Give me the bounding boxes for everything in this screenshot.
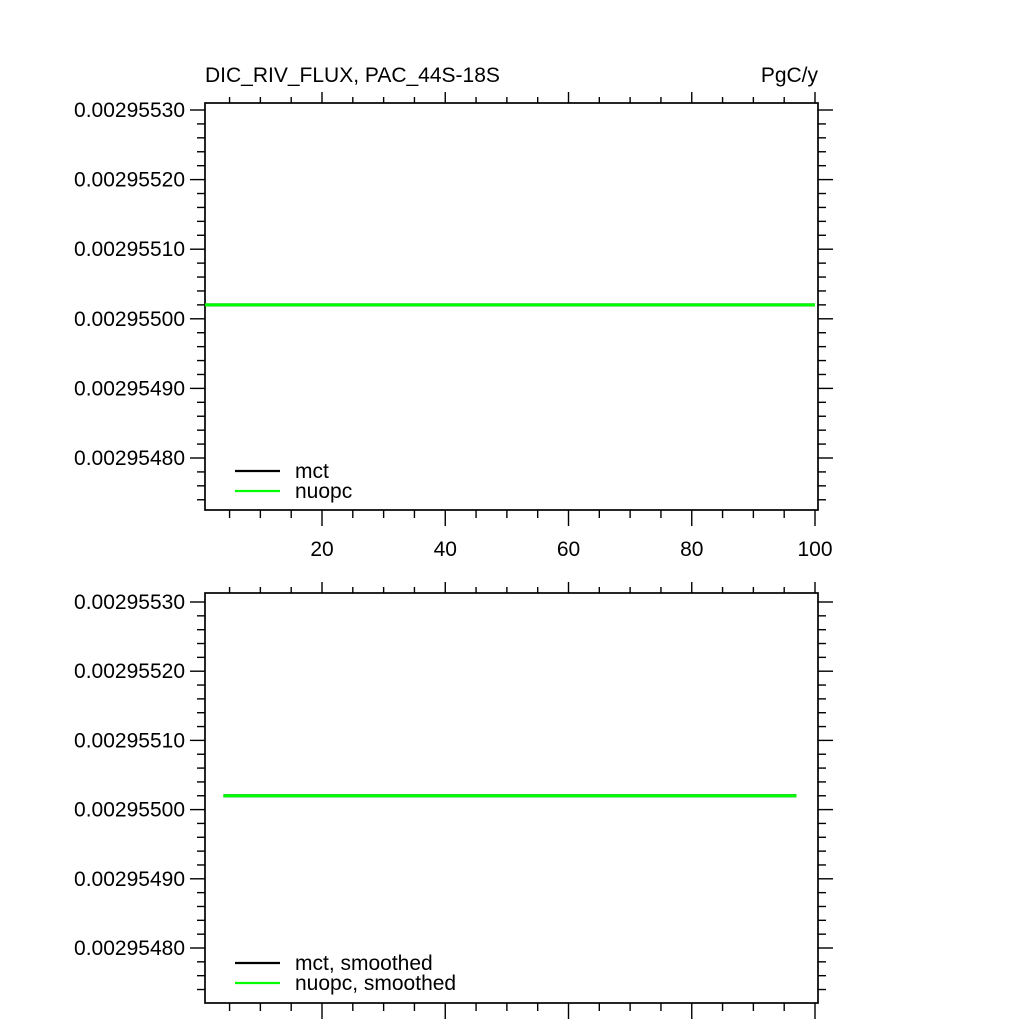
plot-frame: [205, 593, 818, 1003]
y-tick-label: 0.00295500: [74, 307, 185, 331]
units-label: PgC/y: [760, 64, 818, 87]
y-tick-label: 0.00295530: [74, 591, 185, 614]
chart-panel-2: [74, 582, 833, 1019]
y-axis-labels: [74, 591, 185, 960]
x-tick-label: 100: [797, 538, 833, 561]
y-tick-label: 0.00295510: [74, 238, 185, 262]
legend-label: mct: [295, 460, 329, 483]
chart-title: DIC_RIV_FLUX, PAC_44S-18S: [205, 64, 500, 87]
y-axis-labels: [74, 99, 185, 470]
y-tick-label: 0.00295500: [74, 798, 185, 822]
x-tick-label: 80: [680, 538, 704, 561]
y-tick-label: 0.00295490: [74, 867, 185, 891]
y-tick-label: 0.00295490: [74, 377, 185, 401]
legend-label: nuopc, smoothed: [295, 972, 457, 995]
plot-frame: [205, 103, 818, 510]
legend-label: nuopc: [295, 480, 353, 503]
y-tick-label: 0.00295480: [74, 447, 185, 470]
chart-panel-1: [74, 64, 833, 561]
legend: [235, 460, 352, 503]
x-tick-label: 60: [556, 538, 581, 561]
legend: [235, 952, 456, 995]
x-tick-label: 20: [310, 538, 334, 561]
axis-ticks: [190, 92, 833, 526]
legend-label: mct, smoothed: [295, 952, 433, 975]
y-tick-label: 0.00295530: [74, 99, 185, 122]
axis-ticks: [190, 582, 833, 1019]
y-tick-label: 0.00295520: [74, 168, 185, 192]
y-tick-label: 0.00295480: [74, 937, 185, 960]
y-tick-label: 0.00295520: [74, 660, 185, 684]
x-axis-labels: [310, 538, 832, 561]
x-tick-label: 40: [433, 538, 457, 561]
y-tick-label: 0.00295510: [74, 729, 185, 753]
